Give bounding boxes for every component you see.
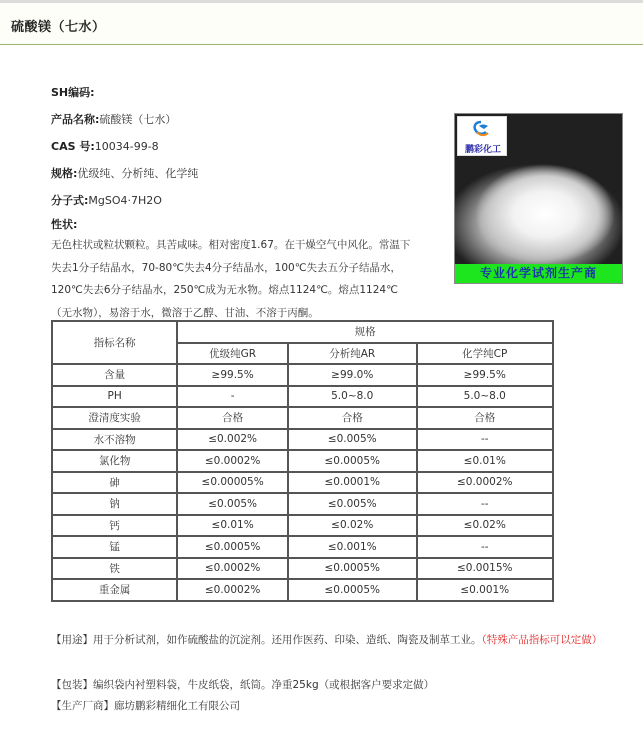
cell-ar: ≤0.0001% (288, 472, 417, 494)
usage-note (51, 632, 602, 647)
table-row (52, 472, 553, 494)
row-name: 钠 (52, 493, 177, 515)
cell-ar: ≤0.0005% (288, 450, 417, 472)
cell-gr: ≤0.01% (177, 515, 288, 537)
field-label: 产品名称: (51, 113, 100, 126)
row-name: 重金属 (52, 579, 177, 601)
cell-cp: 合格 (417, 407, 554, 429)
cell-gr: ≤0.0005% (177, 536, 288, 558)
cell-ar: 5.0~8.0 (288, 386, 417, 408)
cell-cp: ≥99.5% (417, 364, 554, 386)
field-label: 分子式: (51, 194, 89, 207)
header-grade-ar: 分析纯AR (288, 343, 417, 365)
table-row (52, 386, 553, 408)
cell-ar: ≤0.005% (288, 429, 417, 451)
field-label: 性状: (51, 218, 78, 231)
cell-cp: 5.0~8.0 (417, 386, 554, 408)
header-spec: 规格 (177, 321, 553, 343)
table-row (52, 579, 553, 601)
product-image (454, 113, 623, 284)
field-sh-code (51, 84, 95, 100)
table-row (52, 450, 553, 472)
cell-cp: -- (417, 493, 554, 515)
company-logo (457, 116, 507, 156)
field-label: CAS 号: (51, 140, 95, 153)
row-name: 钙 (52, 515, 177, 537)
row-name: PH (52, 386, 177, 408)
logo-text: 鹏彩化工 (464, 145, 501, 155)
header-grade-cp: 化学纯CP (417, 343, 554, 365)
cell-ar: 合格 (288, 407, 417, 429)
table-row (52, 407, 553, 429)
usage-text: 【用途】用于分析试剂，如作硫酸盐的沉淀剂。还用作医药、印染、造纸、陶瓷及制革工业。 (51, 634, 482, 646)
field-value: 10034-99-8 (94, 140, 159, 153)
cell-gr: ≤0.0002% (177, 579, 288, 601)
row-name: 水不溶物 (52, 429, 177, 451)
table-row (52, 493, 553, 515)
cell-gr: ≤0.005% (177, 493, 288, 515)
cell-ar: ≥99.0% (288, 364, 417, 386)
image-banner: 专业化学试剂生产商 (455, 264, 622, 283)
field-properties (51, 216, 77, 232)
row-name: 澄清度实验 (52, 407, 177, 429)
field-value: 优级纯、分析纯、化学纯 (77, 167, 199, 180)
table-row (52, 536, 553, 558)
table-header-row (52, 321, 553, 343)
field-formula (51, 192, 162, 208)
cell-cp: ≤0.02% (417, 515, 554, 537)
cell-gr: ≤0.0002% (177, 558, 288, 580)
property-description: 无色柱状或粒状颗粒。具苦咸味。相对密度1.67。在干燥空气中风化。常温下失去1分子结晶水，70-80℃失去4分子结晶水，100℃失去五分子结晶水，120℃失去6分子结晶水，250℃成为无水物。熔点1124℃。熔点1124℃（无水物），易溶于水，微溶于乙醇、甘油、不溶于丙酮。 (51, 239, 411, 319)
row-name: 锰 (52, 536, 177, 558)
cell-gr: - (177, 386, 288, 408)
custom-spec-note: （特殊产品指标可以定做） (481, 634, 603, 646)
field-product-name (51, 111, 176, 127)
header-grade-gr: 优级纯GR (177, 343, 288, 365)
field-label: 规格: (51, 167, 78, 180)
cell-cp: ≤0.0002% (417, 472, 554, 494)
field-label: SH编码: (51, 86, 95, 99)
table-row (52, 429, 553, 451)
cell-cp: ≤0.0015% (417, 558, 554, 580)
cell-gr: ≤0.0002% (177, 450, 288, 472)
cell-ar: ≤0.02% (288, 515, 417, 537)
manufacturer-note: 【生产厂商】廊坊鹏彩精细化工有限公司 (51, 700, 240, 712)
field-cas (51, 138, 159, 154)
page-header (0, 3, 643, 45)
page-title: 硫酸镁（七水） (11, 20, 106, 35)
table-row (52, 558, 553, 580)
bird-logo-icon (471, 120, 491, 138)
cell-cp: -- (417, 536, 554, 558)
row-name: 氯化物 (52, 450, 177, 472)
row-name: 含量 (52, 364, 177, 386)
cell-ar: ≤0.005% (288, 493, 417, 515)
row-name: 砷 (52, 472, 177, 494)
cell-cp: ≤0.001% (417, 579, 554, 601)
packaging-note: 【包装】编织袋内衬塑料袋，牛皮纸袋，纸筒。净重25kg（或根据客户要求定做） (51, 679, 435, 691)
cell-gr: ≤0.00005% (177, 472, 288, 494)
table-row (52, 364, 553, 386)
cell-ar: ≤0.0005% (288, 579, 417, 601)
field-grade (51, 165, 198, 181)
spec-table (51, 320, 554, 602)
cell-gr: 合格 (177, 407, 288, 429)
field-value: 硫酸镁（七水） (99, 113, 177, 126)
field-value: MgSO4·7H2O (88, 194, 162, 207)
cell-gr: ≤0.002% (177, 429, 288, 451)
row-name: 铁 (52, 558, 177, 580)
header-index-name: 指标名称 (52, 321, 177, 364)
cell-cp: -- (417, 429, 554, 451)
cell-ar: ≤0.0005% (288, 558, 417, 580)
cell-ar: ≤0.001% (288, 536, 417, 558)
cell-gr: ≥99.5% (177, 364, 288, 386)
cell-cp: ≤0.01% (417, 450, 554, 472)
table-row (52, 515, 553, 537)
